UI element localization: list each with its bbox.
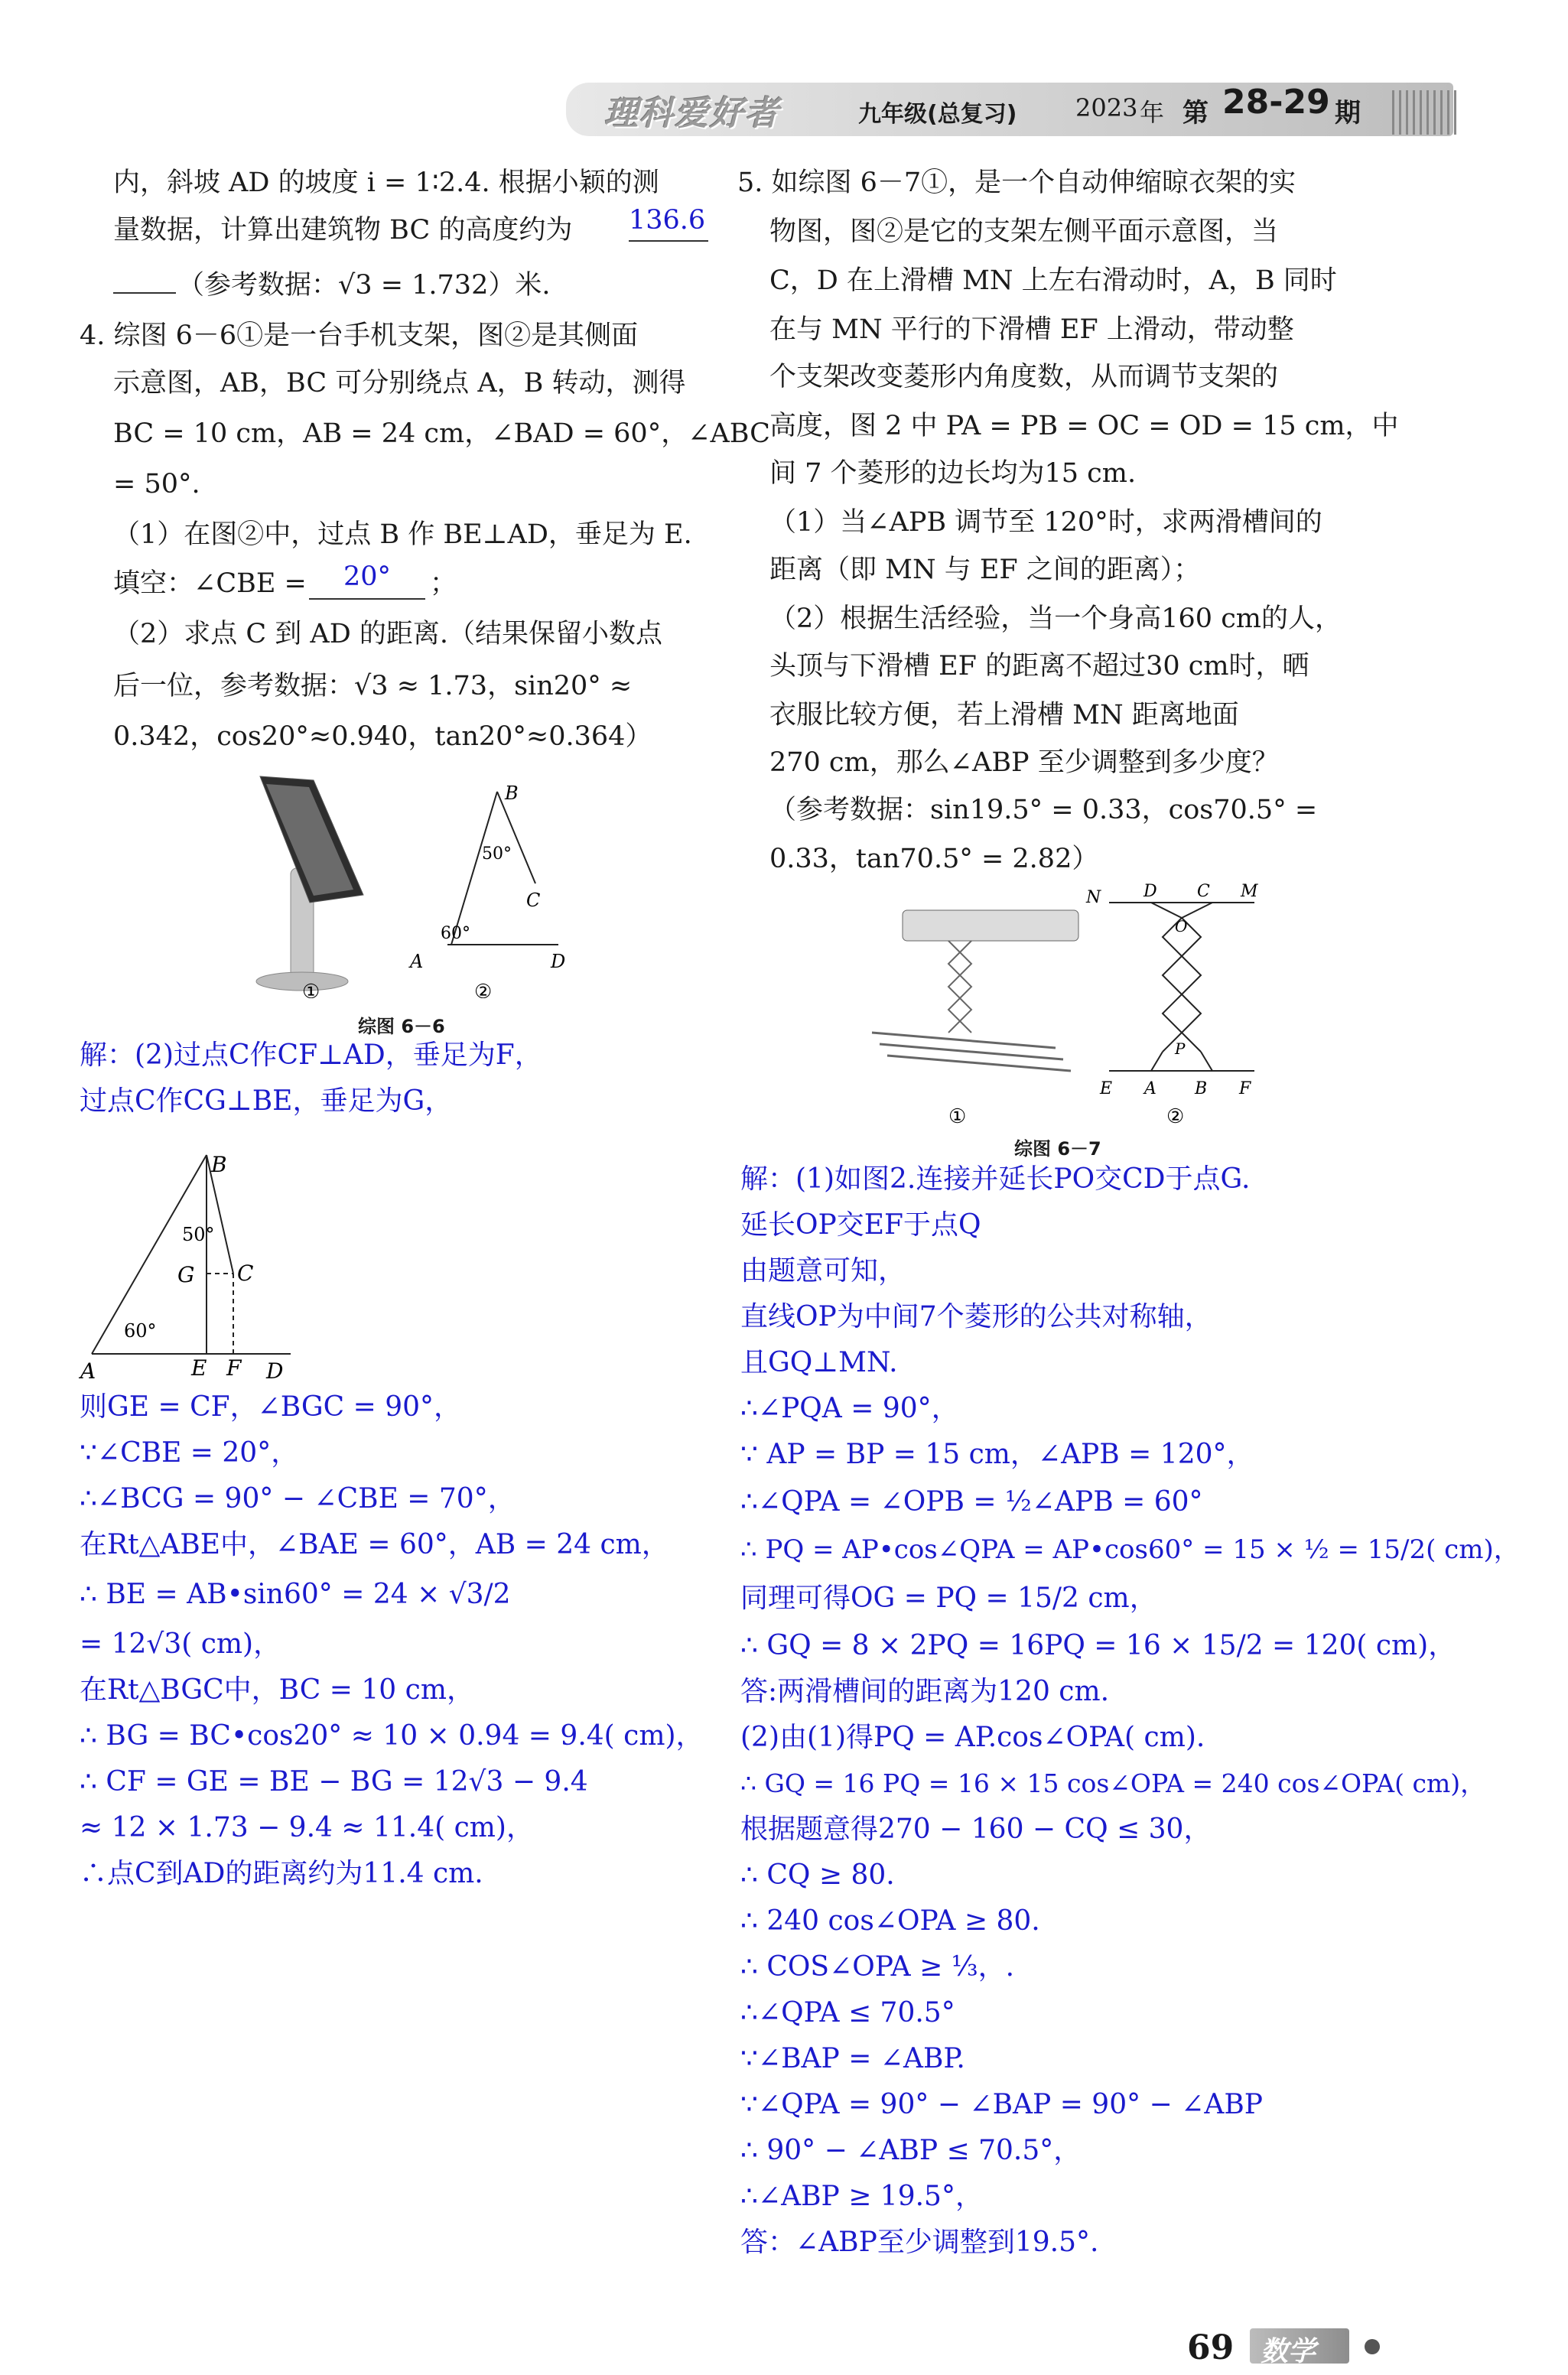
header-year: 2023 xyxy=(1075,93,1138,122)
right-sol-20: ∵∠BAP = ∠ABP. xyxy=(740,2043,965,2074)
sol-label-f: F xyxy=(226,1355,242,1381)
q4-line-2: 示意图，AB，BC 可分别绕点 A，B 转动，测得 xyxy=(113,368,686,399)
left-sol-pre-1: 解：(2)过点C作CF⊥AD，垂足为F， xyxy=(80,1039,542,1071)
figure-6-7 xyxy=(857,880,1285,1132)
q3-line-3: （参考数据：√3 = 1.732）米. xyxy=(177,270,551,301)
right-sol-17: ∴ 240 cos∠OPA ≥ 80. xyxy=(740,1905,1040,1937)
sol-label-g: G xyxy=(177,1262,195,1287)
q3-line-2: 量数据，计算出建筑物 BC 的高度约为 xyxy=(113,215,573,246)
q5-line-1: 5. 如综图 6－7①，是一个自动伸缩晾衣架的实 xyxy=(737,168,1296,198)
q5-line-7: 间 7 个菱形的边长均为15 cm. xyxy=(769,458,1137,489)
q5-line-14: （参考数据：sin19.5° = 0.33，cos70.5° = xyxy=(769,795,1318,825)
q3-line-1: 内，斜坡 AD 的坡度 i = 1∶2.4. 根据小颖的测 xyxy=(113,168,659,198)
q4-line-7: 后一位，参考数据：√3 ≈ 1.73，sin20° ≈ xyxy=(113,671,633,701)
sol-label-c: C xyxy=(237,1261,254,1286)
drying-rack-illustration xyxy=(872,910,1078,1071)
header-issue: 28-29 xyxy=(1222,83,1330,122)
right-sol-9: ∴ PQ = AP•cos∠QPA = AP•cos60° = 15 × ½ = 15/2( cm)， xyxy=(740,1534,1520,1565)
fig6-num-2: ② xyxy=(474,981,493,998)
left-sol-9: ∴ CF = GE = BE − BG = 12√3 − 9.4 xyxy=(80,1766,588,1798)
fig7-caption: 综图 6－7 xyxy=(1014,1138,1101,1160)
right-sol-23: ∴∠ABP ≥ 19.5°， xyxy=(740,2181,983,2212)
fig7-label-o: O xyxy=(1175,917,1188,935)
q3-answer: 136.6 xyxy=(629,200,708,242)
left-sol-pre-2: 过点C作CG⊥BE，垂足为G， xyxy=(80,1085,453,1117)
left-sol-3: ∴∠BCG = 90° − ∠CBE = 70°， xyxy=(80,1483,516,1514)
q5-line-6: 高度，图 2 中 PA = PB = OC = OD = 15 cm，中 xyxy=(769,411,1399,441)
header-issue-suffix: 期 xyxy=(1335,98,1361,129)
q5-line-13: 270 cm，那么∠ABP 至少调整到多少度？ xyxy=(769,747,1279,778)
q5-line-12: 衣服比较方便，若上滑槽 MN 距离地面 xyxy=(769,700,1239,730)
right-sol-8: ∴∠QPA = ∠OPB = ½∠APB = 60° xyxy=(740,1486,1203,1518)
right-sol-18: ∴ COS∠OPA ≥ ⅓，. xyxy=(740,1951,1015,1983)
q5-line-10: （2）根据生活经验，当一个身高160 cm的人， xyxy=(769,604,1342,634)
fig6-num-1: ① xyxy=(302,981,320,998)
right-sol-5: 且GQ⊥MN. xyxy=(740,1347,898,1378)
header-year-unit: 年 xyxy=(1140,98,1165,127)
left-sol-1: 则GE = CF，∠BGC = 90°， xyxy=(80,1391,462,1423)
q5-line-5: 个支架改变菱形内角度数，从而调节支架的 xyxy=(769,362,1279,392)
right-sol-7: ∵ AP = BP = 15 cm，∠APB = 120°， xyxy=(740,1439,1254,1470)
right-sol-2: 延长OP交EF于点Q xyxy=(740,1209,981,1241)
fig7-label-m: M xyxy=(1241,882,1258,901)
header-stripes xyxy=(1392,90,1461,135)
fig7-num-2: ② xyxy=(1166,1105,1185,1128)
right-sol-16: ∴ CQ ≥ 80. xyxy=(740,1859,895,1891)
q5-line-8: （1）当∠APB 调节至 120°时，求两滑槽间的 xyxy=(769,507,1322,538)
left-sol-6: = 12√3( cm)， xyxy=(80,1628,281,1660)
q4-fill-end: ； xyxy=(430,568,457,599)
fig6-label-c: C xyxy=(526,890,541,911)
q5-line-3: C，D 在上滑槽 MN 上左右滑动时，A，B 同时 xyxy=(769,265,1337,296)
left-sol-2: ∵∠CBE = 20°， xyxy=(80,1437,299,1469)
q5-line-15: 0.33，tan70.5° = 2.82） xyxy=(769,844,1099,874)
right-sol-6: ∴∠PQA = 90°， xyxy=(740,1393,959,1424)
right-sol-21: ∵∠QPA = 90° − ∠BAP = 90° − ∠ABP xyxy=(740,2089,1263,2120)
fig7-label-p: P xyxy=(1175,1039,1186,1058)
phone-stand-illustration xyxy=(256,776,363,991)
fig7-label-n: N xyxy=(1086,888,1101,907)
fig7-label-b: B xyxy=(1195,1079,1208,1098)
right-sol-13: (2)由(1)得PQ = AP.cos∠OPA( cm). xyxy=(740,1722,1205,1753)
header-brand: 理科爱好者 xyxy=(604,94,780,133)
schematic-diagram xyxy=(447,792,558,945)
fig7-label-e: E xyxy=(1100,1079,1113,1098)
fig6-angle-50: 50° xyxy=(482,844,512,864)
q4-line-8: 0.342，cos20°≈0.940，tan20°≈0.364） xyxy=(113,721,652,752)
header-grade: 九年级(总复习) xyxy=(858,101,1017,128)
right-sol-14: ∴ GQ = 16 PQ = 16 × 15 cos∠OPA = 240 cos∠OPA( cm)， xyxy=(740,1768,1486,1798)
fig6-label-b: B xyxy=(505,782,519,804)
q4-line-4: = 50°. xyxy=(113,469,200,499)
fig7-label-c: C xyxy=(1197,882,1210,901)
footer-dot-icon xyxy=(1365,2339,1380,2354)
fig6-caption: 综图 6－6 xyxy=(358,1016,445,1037)
header-issue-prefix: 第 xyxy=(1183,98,1209,129)
q5-line-2: 物图，图②是它的支架左侧平面示意图，当 xyxy=(769,216,1279,247)
right-sol-24: 答：∠ABP至少调整到19.5°. xyxy=(740,2227,1099,2258)
right-sol-3: 由题意可知， xyxy=(740,1255,906,1287)
q5-line-4: 在与 MN 平行的下滑槽 EF 上滑动，带动整 xyxy=(769,314,1294,345)
q4-line-3: BC = 10 cm，AB = 24 cm，∠BAD = 60°，∠ABC xyxy=(113,418,770,449)
fig7-num-1: ① xyxy=(948,1105,967,1128)
figure-6-6 xyxy=(229,769,597,998)
right-sol-15: 根据题意得270 − 160 − CQ ≤ 30， xyxy=(740,1814,1212,1845)
sol-angle-50: 50° xyxy=(182,1224,215,1245)
fig6-angle-60: 60° xyxy=(441,924,470,943)
sol-label-b: B xyxy=(211,1152,227,1177)
right-sol-1: 解：(1)如图2.连接并延长PO交CD于点G. xyxy=(740,1163,1251,1195)
q4-fill-label: 填空：∠CBE = xyxy=(113,568,307,599)
fig7-label-d: D xyxy=(1143,882,1157,901)
q3-blank xyxy=(113,292,176,294)
left-sol-4: 在Rt△ABE中，∠BAE = 60°，AB = 24 cm， xyxy=(80,1529,669,1560)
right-sol-19: ∴∠QPA ≤ 70.5° xyxy=(740,1997,955,2029)
q4-line-5: （1）在图②中，过点 B 作 BE⊥AD，垂足为 E. xyxy=(113,519,692,550)
fig6-label-d: D xyxy=(551,951,566,972)
sol-label-a: A xyxy=(80,1358,96,1384)
left-sol-11: ∴点C到AD的距离约为11.4 cm. xyxy=(80,1858,483,1889)
left-sol-5: ∴ BE = AB•sin60° = 24 × √3/2 xyxy=(80,1579,511,1610)
fig6-label-a: A xyxy=(410,951,424,972)
sol-label-d: D xyxy=(266,1358,284,1384)
left-sol-10: ≈ 12 × 1.73 − 9.4 ≈ 11.4( cm)， xyxy=(80,1812,534,1843)
q5-line-9: 距离（即 MN 与 EF 之间的距离）； xyxy=(769,555,1201,585)
q4-line-1: 4. 综图 6－6①是一台手机支架，图②是其侧面 xyxy=(80,320,639,351)
sol-angle-60: 60° xyxy=(124,1320,157,1342)
right-sol-12: 答:两滑槽间的距离为120 cm. xyxy=(740,1676,1110,1707)
right-sol-10: 同理可得OG = PQ = 15/2 cm， xyxy=(740,1583,1157,1614)
right-sol-4: 直线OP为中间7个菱形的公共对称轴， xyxy=(740,1301,1212,1332)
right-sol-22: ∴ 90° − ∠ABP ≤ 70.5°， xyxy=(740,2135,1082,2166)
solution-figure xyxy=(76,1140,298,1384)
right-sol-11: ∴ GQ = 8 × 2PQ = 16PQ = 16 × 15/2 = 120( cm)， xyxy=(740,1630,1456,1661)
left-sol-7: 在Rt△BGC中，BC = 10 cm， xyxy=(80,1674,474,1706)
page-number: 69 xyxy=(1187,2328,1235,2367)
sol-label-e: E xyxy=(191,1355,207,1381)
footer-subject: 数学 xyxy=(1261,2336,1316,2367)
left-sol-8: ∴ BG = BC•cos20° ≈ 10 × 0.94 = 9.4( cm)， xyxy=(80,1720,704,1752)
q4-fill-answer: 20° xyxy=(309,555,425,600)
q4-line-6: （2）求点 C 到 AD 的距离.（结果保留小数点 xyxy=(113,619,663,649)
fig7-label-a: A xyxy=(1144,1079,1156,1098)
q5-line-11: 头顶与下滑槽 EF 的距离不超过30 cm时，晒 xyxy=(769,651,1309,682)
fig7-label-f: F xyxy=(1239,1079,1251,1098)
